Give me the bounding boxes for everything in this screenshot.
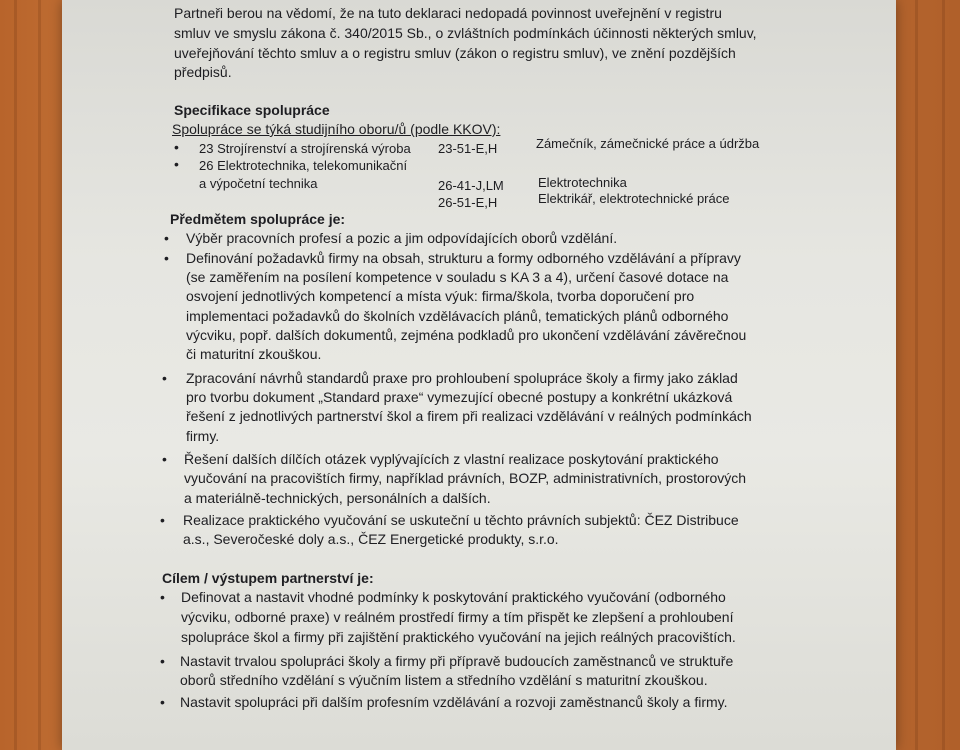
- bullet-dot: •: [164, 230, 169, 246]
- predmet-line: implementaci požadavků do školních vzdělávacích plánů, tematických plánů odborného: [186, 308, 729, 324]
- spec-heading: Specifikace spolupráce: [174, 102, 330, 118]
- predmet-line: Realizace praktického vyučování se uskuteční u těchto právních subjektů: ČEZ Distribuce: [183, 512, 739, 528]
- wood-grain: [14, 0, 17, 750]
- spec-obor: a výpočetní technika: [199, 176, 318, 191]
- predmet-line: a.s., Severočeské doly a.s., ČEZ Energetické produkty, s.r.o.: [183, 531, 559, 547]
- predmet-line: řešení z jednotlivých partnerství škol a firem při realizaci vzdělávání v reálných podmínkách: [186, 408, 752, 424]
- cil-heading: Cílem / výstupem partnerství je:: [162, 570, 374, 586]
- bullet-dot: •: [160, 653, 165, 669]
- bullet-dot: •: [174, 139, 179, 155]
- predmet-line: či maturitní zkouškou.: [186, 346, 322, 362]
- predmet-line: Zpracování návrhů standardů praxe pro prohloubení spolupráce školy a firmy jako základ: [186, 370, 738, 386]
- spec-code: 23-51-E,H: [438, 141, 498, 156]
- cil-line: výcviku, odborné praxe) v reálném prostředí firmy a tím přispět ke zlepšení a prohloubení: [181, 609, 734, 625]
- wood-grain: [942, 0, 945, 750]
- intro-line: Partneři berou na vědomí, že na tuto deklaraci nedopadá povinnost uveřejnění v registru: [174, 5, 722, 21]
- bullet-dot: •: [174, 156, 179, 172]
- predmet-line: Výběr pracovních profesí a pozic a jim odpovídajících oborů vzdělání.: [186, 230, 618, 246]
- bullet-dot: •: [160, 694, 165, 710]
- predmet-line: pro tvorbu dokument „Standard praxe“ vymezující obecné postupy a konkrétní ukázková: [186, 389, 733, 405]
- intro-line: předpisů.: [174, 64, 232, 80]
- spec-name: Elektrotechnika: [538, 175, 627, 190]
- predmet-line: výcviku, popř. dalších dokumentů, zejména podkladů pro ukončení vzdělávání závěrečnou: [186, 327, 747, 343]
- bullet-dot: •: [160, 512, 165, 528]
- bullet-dot: •: [164, 250, 169, 266]
- predmet-line: vyučování na pracovištích firmy, například právních, BOZP, administrativních, prostorových: [184, 470, 747, 486]
- spec-name: Elektrikář, elektrotechnické práce: [538, 191, 730, 206]
- spec-obor: 23 Strojírenství a strojírenská výroba: [199, 141, 411, 156]
- wood-grain: [915, 0, 918, 750]
- cil-line: Nastavit trvalou spolupráci školy a firmy při přípravě budoucích zaměstnanců ve struktuře: [180, 653, 734, 669]
- wood-grain: [38, 0, 41, 750]
- intro-line: uveřejňování těchto smluv a o registru smluv (zákon o registru smluv), ve znění pozdějších: [174, 45, 736, 61]
- cil-line: oborů středního vzdělání s výučním listem a středního vzdělání s maturitní zkouškou.: [180, 672, 708, 688]
- cil-line: spolupráce škol a firmy při zajištění praktického vyučování na jejich reálných pracovištích.: [181, 629, 736, 645]
- spec-obor: 26 Elektrotechnika, telekomunikační: [199, 158, 408, 173]
- bullet-dot: •: [162, 370, 167, 386]
- predmet-line: a materiálně-technických, personálních a dalších.: [184, 490, 491, 506]
- predmet-line: firmy.: [186, 428, 220, 444]
- document-page: [62, 0, 896, 750]
- cil-line: Definovat a nastavit vhodné podmínky k poskytování praktického vyučování (odborného: [181, 589, 726, 605]
- bullet-dot: •: [160, 589, 165, 605]
- predmet-line: Definování požadavků firmy na obsah, strukturu a formy odborného vzdělávání a přípravy: [186, 250, 741, 266]
- predmet-line: Řešení dalších dílčích otázek vyplývajících z vlastní realizace poskytování praktického: [184, 451, 719, 467]
- spec-code: 26-41-J,LM: [438, 178, 504, 193]
- spec-name: Zámečník, zámečnické práce a údržba: [536, 136, 760, 151]
- cil-line: Nastavit spolupráci při dalším profesním vzdělávání a rozvoji zaměstnanců školy a firmy.: [180, 694, 728, 710]
- predmet-line: (se zaměřením na posílení kompetence v souladu s KA 3 a 4), určení časové dotace na: [186, 269, 729, 285]
- intro-line: smluv ve smyslu zákona č. 340/2015 Sb., o zvláštních podmínkách účinnosti některých smluv,: [174, 25, 757, 41]
- predmet-heading: Předmětem spolupráce je:: [170, 211, 346, 227]
- spec-subheading: Spolupráce se týká studijního oboru/ů (podle KKOV):: [172, 121, 501, 137]
- spec-code: 26-51-E,H: [438, 195, 498, 210]
- predmet-line: osvojení jednotlivých kompetencí a místa výuk: firma/škola, tvorba doporučení pro: [186, 288, 695, 304]
- bullet-dot: •: [162, 451, 167, 467]
